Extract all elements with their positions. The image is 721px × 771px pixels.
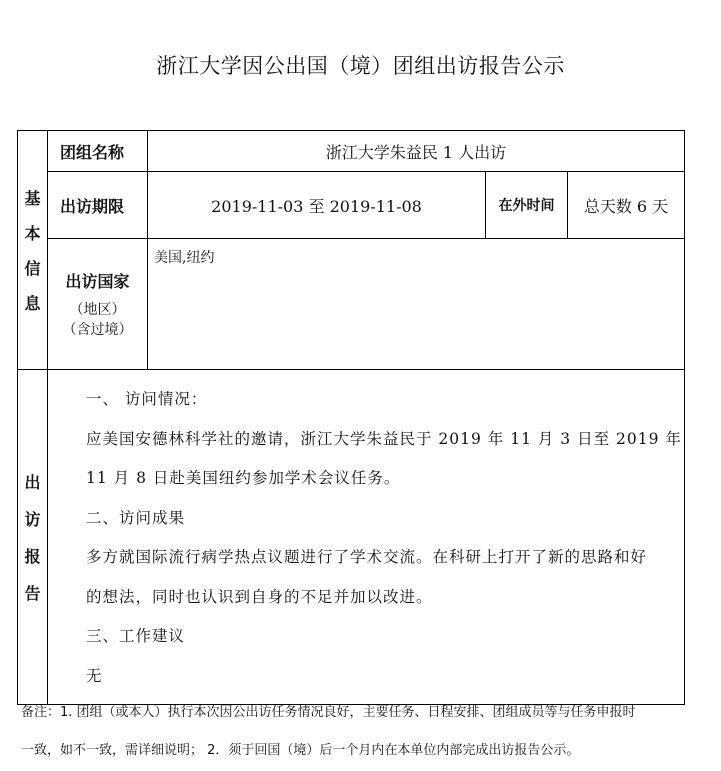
report-body	[48, 370, 685, 705]
report-paragraph-line: 多方就国际流行病学热点议题进行了学术交流。在科研上打开了新的思路和好	[86, 548, 648, 566]
country-row	[18, 239, 685, 370]
report-paragraph-line: 11 月 8 日赴美国纽约参加学术会议任务。	[86, 469, 401, 487]
report-label-char: 访	[24, 510, 41, 529]
report-label-char: 告	[24, 584, 41, 603]
report-paragraph-line: 应美国安德林科学社的邀请，浙江大学朱益民于 2019 年 11 月 3 日至 2019 年	[86, 429, 682, 448]
report-section-label	[18, 370, 48, 705]
country-value: 美国,纽约	[148, 239, 685, 370]
basic-label-char: 基	[24, 189, 41, 208]
report-label-char: 出	[24, 473, 41, 492]
report-paragraph-line: 的想法，同时也认识到自身的不足并加以改进。	[86, 587, 433, 606]
report-heading: 一、 访问情况：	[86, 390, 208, 408]
report-row	[18, 370, 685, 705]
report-label-char: 报	[24, 547, 41, 566]
basic-label-char: 本	[24, 224, 41, 243]
group-name-label: 团组名称	[48, 131, 148, 172]
footnote	[21, 694, 701, 770]
basic-label-char: 信	[24, 259, 41, 278]
time-abroad-label: 在外时间	[486, 172, 568, 239]
group-name-value: 浙江大学朱益民 1 人出访	[148, 131, 685, 172]
country-label-cell	[48, 239, 148, 370]
time-abroad-value: 总天数 6 天	[568, 172, 685, 239]
group-name-row	[18, 131, 685, 172]
report-heading: 二、访问成果	[86, 508, 186, 527]
country-sub-label: （地区）	[69, 301, 126, 318]
basic-label-char: 息	[24, 294, 41, 313]
country-sub-label: （含过境）	[62, 321, 133, 338]
period-value: 2019-11-03 至 2019-11-08	[148, 172, 486, 239]
period-row	[18, 172, 685, 239]
period-label: 出访期限	[48, 172, 148, 239]
basic-info-section-label	[18, 131, 48, 370]
page-title: 浙江大学因公出国（境）团组出访报告公示	[156, 54, 565, 78]
report-paragraph-line: 无	[86, 666, 103, 685]
report-heading: 三、工作建议	[86, 627, 186, 645]
footnote-line: 一致，如不一致，需详细说明； 2．须于回国（境）后一个月内在本单位内部完成出访报告公示。	[21, 743, 580, 758]
country-label: 出访国家	[65, 271, 130, 291]
footnote-line: 备注：1. 团组（或本人）执行本次因公出访任务情况良好，主要任务、日程安排、团组成员等与任务申报时	[21, 705, 636, 720]
report-table	[17, 130, 685, 705]
